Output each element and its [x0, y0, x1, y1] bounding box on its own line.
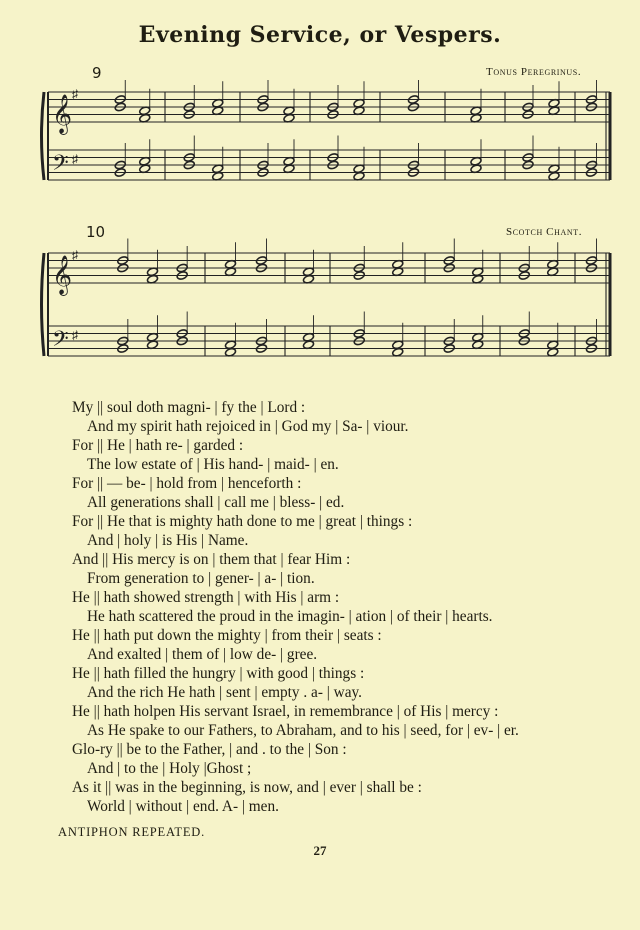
text-line: For || He | hath re- | garded :	[72, 437, 244, 454]
text-line: He || hath holpen His servant Israel, in remembrance | of His | mercy :	[72, 703, 499, 720]
footer-note: ANTIPHON REPEATED.	[58, 825, 206, 839]
bass-clef: 𝄢	[52, 151, 69, 181]
text-line: For || — be- | hold from | henceforth :	[72, 475, 302, 492]
music-system-2	[0, 238, 640, 378]
page-title: Evening Service, or Vespers.	[138, 22, 502, 48]
text-line: The low estate of | His hand- | maid- | en.	[87, 456, 339, 473]
text-line: As He spake to our Fathers, to Abraham, and to his | seed, for | ev- | er.	[87, 722, 519, 739]
key-signature-sharp: ♯	[72, 328, 78, 342]
text-line: All generations shall | call me | bless- | ed.	[87, 494, 345, 511]
text-line: He hath scattered the proud in the imagin- | ation | of their | hearts.	[87, 608, 493, 625]
text-line: And | to the | Holy |Ghost ;	[87, 760, 252, 777]
bass-clef: 𝄢	[52, 327, 69, 357]
key-signature-sharp: ♯	[72, 87, 78, 101]
page-number: 27	[313, 843, 327, 858]
text-line: From generation to | gener- | a- | tion.	[87, 570, 315, 587]
text-line: He || hath put down the mighty | from their | seats :	[72, 627, 382, 644]
text-line: He || hath filled the hungry | with good | things :	[72, 665, 365, 682]
text-line: And the rich He hath | sent | empty . a- | way.	[87, 684, 362, 701]
chant-text	[0, 398, 640, 816]
text-line: My || soul doth magni- | fy the | Lord :	[72, 399, 306, 416]
treble-clef: 𝄞	[52, 94, 73, 134]
text-line: He || hath showed strength | with His | arm :	[72, 589, 340, 606]
brace	[42, 92, 45, 180]
text-line: And my spirit hath rejoiced in | God my | Sa- | viour.	[87, 418, 409, 435]
chant-number: 9	[92, 64, 102, 82]
text-line: World | without | end. A- | men.	[87, 798, 279, 815]
chant-name: Scotch Chant.	[506, 226, 583, 238]
text-line: As it || was in the beginning, is now, and | ever | shall be :	[72, 779, 422, 796]
text-line: And exalted | them of | low de- | gree.	[87, 646, 318, 663]
treble-clef: 𝄞	[52, 255, 73, 295]
text-line: And | holy | is His | Name.	[87, 532, 249, 549]
music-system-1	[0, 80, 640, 210]
key-signature-sharp: ♯	[72, 152, 78, 166]
chant-name: Tonus Peregrinus.	[486, 66, 582, 78]
brace	[42, 253, 45, 356]
text-line: And || His mercy is on | them that | fear Him :	[72, 551, 351, 568]
key-signature-sharp: ♯	[72, 248, 78, 262]
text-line: For || He that is mighty hath done to me | great | things :	[72, 513, 413, 530]
text-line: Glo-ry || be to the Father, | and . to the | Son :	[72, 741, 347, 758]
chant-number: 10	[86, 223, 106, 241]
